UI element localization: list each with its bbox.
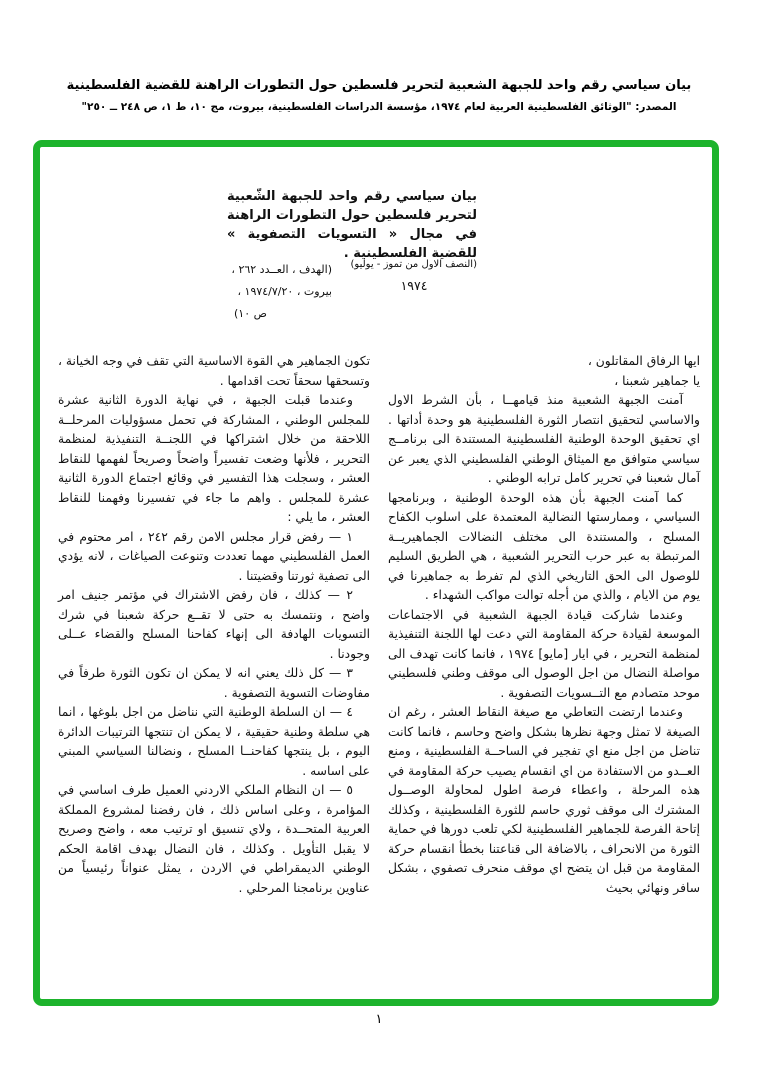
page-header-title: بيان سياسي رقم واحد للجبهة الشعبية لتحرير فلسطين حول التطورات الراهنة للقضية الفلسطينية [66, 78, 692, 93]
document-body [57, 352, 700, 898]
body-paragraph: آمنت الجبهة الشعبية منذ قيامهــا ، بأن الشرط الاول والاساسي لتحقيق انتصار الثورة الفلسطينية هو وحدة أداتها . اي تحقيق الوحدة الوطنية الفلسطينية المستندة الى برنامــج سياسي متوافق مع الميثاق الوطني الفلسطيني الذي يعبر عن آمال شعبنا في تحرير كامل ترابه الوطني . [388, 393, 700, 485]
body-paragraph: ايها الرفاق المقاتلون ، [587, 354, 700, 368]
document-date-parenthetical: (النصف الاول من تموز - يوليو) [350, 259, 477, 270]
body-paragraph: ٢ — كذلك ، فان رفض الاشتراك في مؤتمر جنيف امر واضح ، ونتمسك به حتى لا تقــع حركة شعبنا في شرك التسويات الهادفة الى إنهاء كفاحنا المسلح والقضاء عــلى وجودنا . [58, 588, 370, 661]
body-paragraph: وعندما شاركت قيادة الجبهة الشعبية في الاجتماعات الموسعة لقيادة حركة المقاومة التي دعت لها اللجنة التنفيذية لمنظمة التحرير ، في ايار [مايو] ١٩٧٤ ، فانما كانت تهدف الى مواصلة النضال من اجل الوصول الى موقف وطني فلسطيني موحد متصادم مع التــسويات التصفوية . [388, 607, 700, 700]
citation-line: بيروت ، ١٩٧٤/٧/٢٠ ، [237, 285, 332, 298]
body-paragraph: وعندما ارتضت التعاطي مع صيغة النقاط العشر ، رغم ان الصيغة لا تمثل وجهة نظرها بشكل واضح وحاسم ، فانما كانت تناضل من اجل منع اي تفجير في الساحــة الفلسطينية ، ومنع العــدو من الاستفادة من اي انقسام يصيب حركة المقاومة في هذه المرحلة ، واعطاء فرصة اطول لمحاولة الوصــول المشترك الى موقف ثوري حاسم للثورة الفلسطينية ، وكذلك إتاحة الفرصة للجماهير الفلسطينية لكي تلعب دورها في حماية الثورة من الانحراف ، بالاضافة الى قناعتنا بخطأ انقسام حركة المقاومة من قبل ان يتضح اي موقف منحرف تصفوي ، بشكل سافر ونهائي بحيث [388, 705, 700, 895]
body-paragraph: كما آمنت الجبهة بأن هذه الوحدة الوطنية ، وبرنامجها السياسي ، وممارستها النضالية المعتمدة على اسلوب الكفاح المسلح ، والمستندة الى مختلف النضالات الجماهيريــة المرتبطة به عبر حرب التحرير الشعبية ، هي الطريق السليم للوصول الى الحق التاريخي الذي لم تفرط به جماهيرنا في يوم من الايام ، والذي من أجله توالت مواكب الشهداء . [388, 490, 700, 602]
document-citation-block [220, 259, 332, 325]
body-paragraph: ٤ — ان السلطة الوطنية التي نناضل من اجل بلوغها ، انما هي سلطة وطنية حقيقية ، لا يمكن ان تنتجها الترتيبات الدائرة اليوم ، بل ينتجها كفاحنــا المسلح ، ونضالنا السياسي المبني على اساسه . [58, 705, 370, 778]
citation-line: ص ١٠) [234, 307, 267, 320]
body-column-left [58, 352, 370, 898]
page-number: ١ [375, 1012, 383, 1027]
page-header-source: المصدر: "الوثائق الفلسطينية العربية لعام ١٩٧٤، مؤسسة الدراسات الفلسطينية، بيروت، مج ١٠، ط ١، ص ٢٤٨ ــ ٢٥٠" [81, 101, 677, 113]
body-paragraph: يا جماهير شعبنا ، [614, 373, 700, 388]
citation-line: (الهدف ، العــدد ٢٦٢ ، [231, 263, 332, 276]
body-paragraph: ٣ — كل ذلك يعني انه لا يمكن ان تكون الثورة طرفاً في مفاوضات التسوية التصفوية . [58, 666, 370, 700]
body-column-right [388, 352, 700, 898]
document-year: ١٩٧٤ [400, 278, 428, 293]
document-title: بيان سياسي رقم واحد للجبهة الشّعبية لتحرير فلسطين حول التطورات الراهنة في مجال « التسويات التصفوية » للقضية الفلسطينية . [227, 189, 477, 261]
body-paragraph: ٥ — ان النظام الملكي الاردني العميل طرف اساسي في المؤامرة ، وعلى اساس ذلك ، فان رفضنا لمشروع المملكة العربية المتحــدة ، ولاي تنسيق او ترتيب معه ، واضح وصريح لا يقبل التأويل . وكذلك ، فان النضال بهدف اقامة الحكم الوطني الديمقراطي في الاردن ، يمثل عنواناً رئيسياً من عناوين برنامجنا المرحلي . [58, 783, 370, 895]
body-paragraph: ١ — رفض قرار مجلس الامن رقم ٢٤٢ ، امر محتوم في العمل الفلسطيني مهما تعددت وتنوعت الصياغات ، لانه يؤدي الى تصفية ثورتنا وقضيتنا . [58, 529, 370, 583]
body-paragraph: وعندما قبلت الجبهة ، في نهاية الدورة الثانية عشرة للمجلس الوطني ، المشاركة في تحمل مسؤوليات المرحلــة اللاحقة من خلال اشتراكها في اللجنــة التنفيذية لمنظمة التحرير ، فلأنها وضعت تفسيراً واضحاً وصريحاً لفهمها للنقاط العشر ، وسجلت هذا التفسير في وقائع اجتماع الدورة الثانية عشرة للمجلس . واهم ما جاء في تفسيرنا وفهمنا للنقاط العشر ، ما يلي : [58, 393, 370, 524]
document-date-block [351, 259, 477, 293]
body-paragraph: تكون الجماهير هي القوة الاساسية التي تقف في وجه الخيانة ، وتسحقها سحقاً تحت اقدامها . [58, 354, 370, 388]
